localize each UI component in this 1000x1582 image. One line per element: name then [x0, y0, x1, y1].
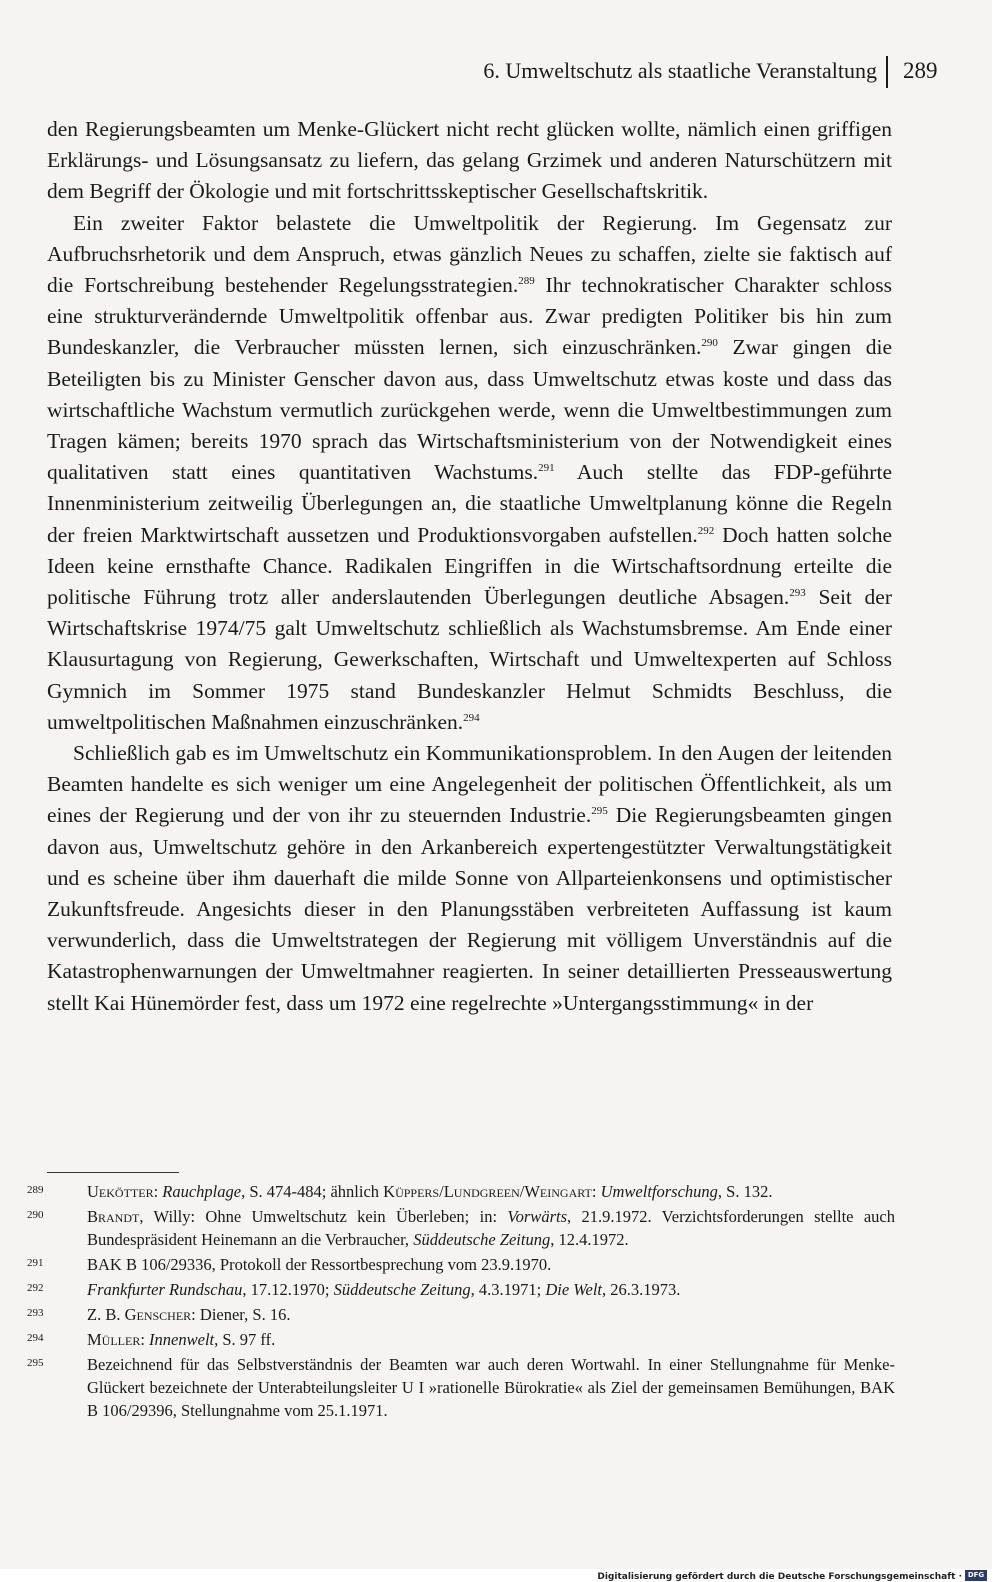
footnote-number: 295 [27, 1357, 44, 1369]
footnote-ref[interactable]: 290 [701, 337, 718, 350]
paragraph-text: Doch hatten solche Ideen keine ernsthafte Chance. Radikalen Eingriffen in die Wirtschaftsordnung erteilte die politische Führung trotz aller anderslautenden Überlegungen deutliche Absagen. [47, 522, 892, 610]
paragraph-text: Auch stellte das FDP-geführte Innenministerium zeitweilig Überlegungen an, die staatliche Umweltplanung könne die Regeln der freien Marktwirtschaft aussetzen und Produktionsvorgaben aufstellen. [47, 460, 892, 547]
footnote-number: 289 [27, 1184, 44, 1196]
dfg-logo: DFG [965, 1570, 987, 1581]
footnote-title: Frankfurter Rundschau [87, 1280, 243, 1299]
footnote-text: , 26.3.1973. [602, 1280, 681, 1299]
paragraph-text: Zwar gingen die Beteiligten bis zu Minister Genscher davon aus, dass Umweltschutz etwas koste und dass das wirtschaftliche Wachstum vermutlich zurückgehen werde, wenn die Umweltbestimmungen zum Tragen kämen; bereits 1970 sprach das Wirtschaftsministerium von der Notwendigkeit eines qualitativen statt eines quantitativen Wachstums. [47, 335, 892, 485]
paragraph-text: Die Regierungsbeamten gingen davon aus, Umweltschutz gehöre in den Arkanbereich expertengestützter Verwaltungstätigkeit und es scheine über ihm dauerhaft die milde Sonne von Allparteienkonsens und optimistischer Zukunftsfreude. Angesichts dieser in den Planungsstäben verbreiteten Auffassung ist kaum verwunderlich, dass die Umweltstrategen der Regierung mit völligem Unverständnis auf die Katastrophenwarnungen der Umweltmahner reagierten. In seiner detaillierten Presseauswertung stellt Kai Hünemörder fest, dass um 1972 eine regelrechte »Untergangsstimmung« in der [47, 803, 892, 1015]
footnote-text: , Willy: Ohne Umweltschutz kein Überleben; in: [139, 1207, 508, 1226]
main-text [47, 114, 892, 1019]
footnote-text: , 12.4.1972. [550, 1230, 629, 1249]
footnote-289 [27, 1180, 895, 1203]
footnote-292 [27, 1278, 895, 1301]
digitization-credit: Digitalisierung gefördert durch die Deutsche Forschungsgemeinschaft · [597, 1572, 962, 1582]
footnotes [27, 1180, 895, 1424]
footnote-author: Küppers/Lundgreen/Weingart: [383, 1182, 597, 1201]
footnote-294 [27, 1328, 895, 1351]
page-header [0, 56, 992, 90]
running-title: 6. Umweltschutz als staatliche Veranstaltung [483, 58, 877, 83]
paragraph-text: den Regierungsbeamten um Menke-Glückert nicht recht glücken wollte, nämlich einen griffigen Erklärungs- und Lösungsansatz zu liefern, das gelang Grzimek und anderen Naturschützern mit dem Begriff der Ökologie und mit fortschrittsskeptischer Gesellschaftskritik. [47, 117, 892, 204]
footnote-number: 292 [27, 1282, 44, 1294]
footnote-author: Uekötter: [87, 1182, 159, 1201]
footnote-number: 291 [27, 1257, 44, 1269]
footnote-title: Umweltforschung [600, 1182, 718, 1201]
footnote-divider [47, 1172, 179, 1173]
footnote-ref[interactable]: 293 [789, 586, 806, 599]
footnote-number: 294 [27, 1332, 44, 1344]
footnote-title: Die Welt [545, 1280, 602, 1299]
page-number: 289 [903, 58, 938, 83]
footnote-text: BAK B 106/29336, Protokoll der Ressortbesprechung vom 23.9.1970. [87, 1255, 552, 1274]
footnote-author: Müller: [87, 1330, 145, 1349]
footnote-290 [27, 1205, 895, 1251]
footnote-ref[interactable]: 289 [518, 274, 535, 287]
footnote-text: Z. B. [87, 1305, 125, 1324]
paragraph [47, 114, 892, 208]
footnote-291 [27, 1253, 895, 1276]
footnote-text: Bezeichnend für das Selbstverständnis der Beamten war auch deren Wortwahl. In einer Stellungnahme für Menke-Glückert bezeichnete der Unterabteilungsleiter U I »rationelle Bürokratie« als Ziel der gemeinsamen Bemühungen, BAK B 106/29396, Stellungnahme vom 25.1.1971. [87, 1355, 895, 1420]
footnote-title: Rauchplage [162, 1182, 242, 1201]
paragraph-text: Schließlich gab es im Umweltschutz ein Kommunikationsproblem. In den Augen der leitenden Beamten handelte es sich weniger um eine Angelegenheit der politischen Öffentlichkeit, als um eines der Regierung und der von ihr zu steuernden Industrie. [47, 741, 892, 828]
footnote-ref[interactable]: 292 [697, 524, 715, 537]
footnote-author: Brandt [87, 1207, 140, 1226]
footnote-title: Süddeutsche Zeitung [413, 1230, 551, 1249]
footnote-text: , S. 132. [717, 1182, 773, 1201]
footnote-text: , 17.12.1970; [242, 1280, 334, 1299]
footnote-title: Süddeutsche Zeitung [333, 1280, 471, 1299]
footnote-text: , 21.9.1972. Verzichtsforderungen stellte auch Bundespräsident Heinemann an die Verbraucher, [87, 1207, 895, 1249]
paragraph-text: Ein zweiter Faktor belastete die Umweltpolitik der Regierung. Im Gegensatz zur Aufbruchsrhetorik und dem Anspruch, etwas gänzlich Neues zu schaffen, zielte sie faktisch auf die Fortschreibung bestehender Regelungsstrategien. [47, 210, 892, 298]
footnote-293 [27, 1303, 895, 1326]
footnote-title: Vorwärts [507, 1207, 567, 1226]
footnote-text: , S. 474-484; ähnlich [241, 1182, 384, 1201]
footnote-text: Diener, S. 16. [195, 1305, 291, 1324]
footnote-ref[interactable]: 294 [463, 711, 480, 724]
paragraph-text: Ihr technokratischer Charakter schloss eine strukturverändernde Umweltpolitik offenbar aus. Zwar predigten Politiker bis hin zum Bundeskanzler, die Verbraucher müssten lernen, sich einzuschränken. [47, 273, 892, 360]
footnote-number: 293 [27, 1307, 44, 1319]
footnote-295 [27, 1353, 895, 1422]
footnote-number: 290 [27, 1209, 44, 1221]
footnote-author: Genscher: [124, 1305, 196, 1324]
paragraph-text: Seit der Wirtschaftskrise 1974/75 galt Umweltschutz schließlich als Wachstumsbremse. Am Ende einer Klausurtagung von Regierung, Gewerkschaften, Wirtschaft und Umweltexperten auf Schloss Gymnich im Sommer 1975 stand Bundeskanzler Helmut Schmidts Beschluss, die umweltpolitischen Maßnahmen einzuschränken. [47, 585, 892, 734]
footnote-ref[interactable]: 295 [591, 805, 608, 818]
paragraph [47, 738, 892, 1019]
paragraph [47, 208, 892, 738]
footnote-text: , 4.3.1971; [470, 1280, 546, 1299]
header-divider [886, 56, 888, 88]
footnote-text: , S. 97 ff. [214, 1330, 276, 1349]
footnote-ref[interactable]: 291 [538, 461, 555, 474]
footnote-title: Innenwelt [149, 1330, 215, 1349]
